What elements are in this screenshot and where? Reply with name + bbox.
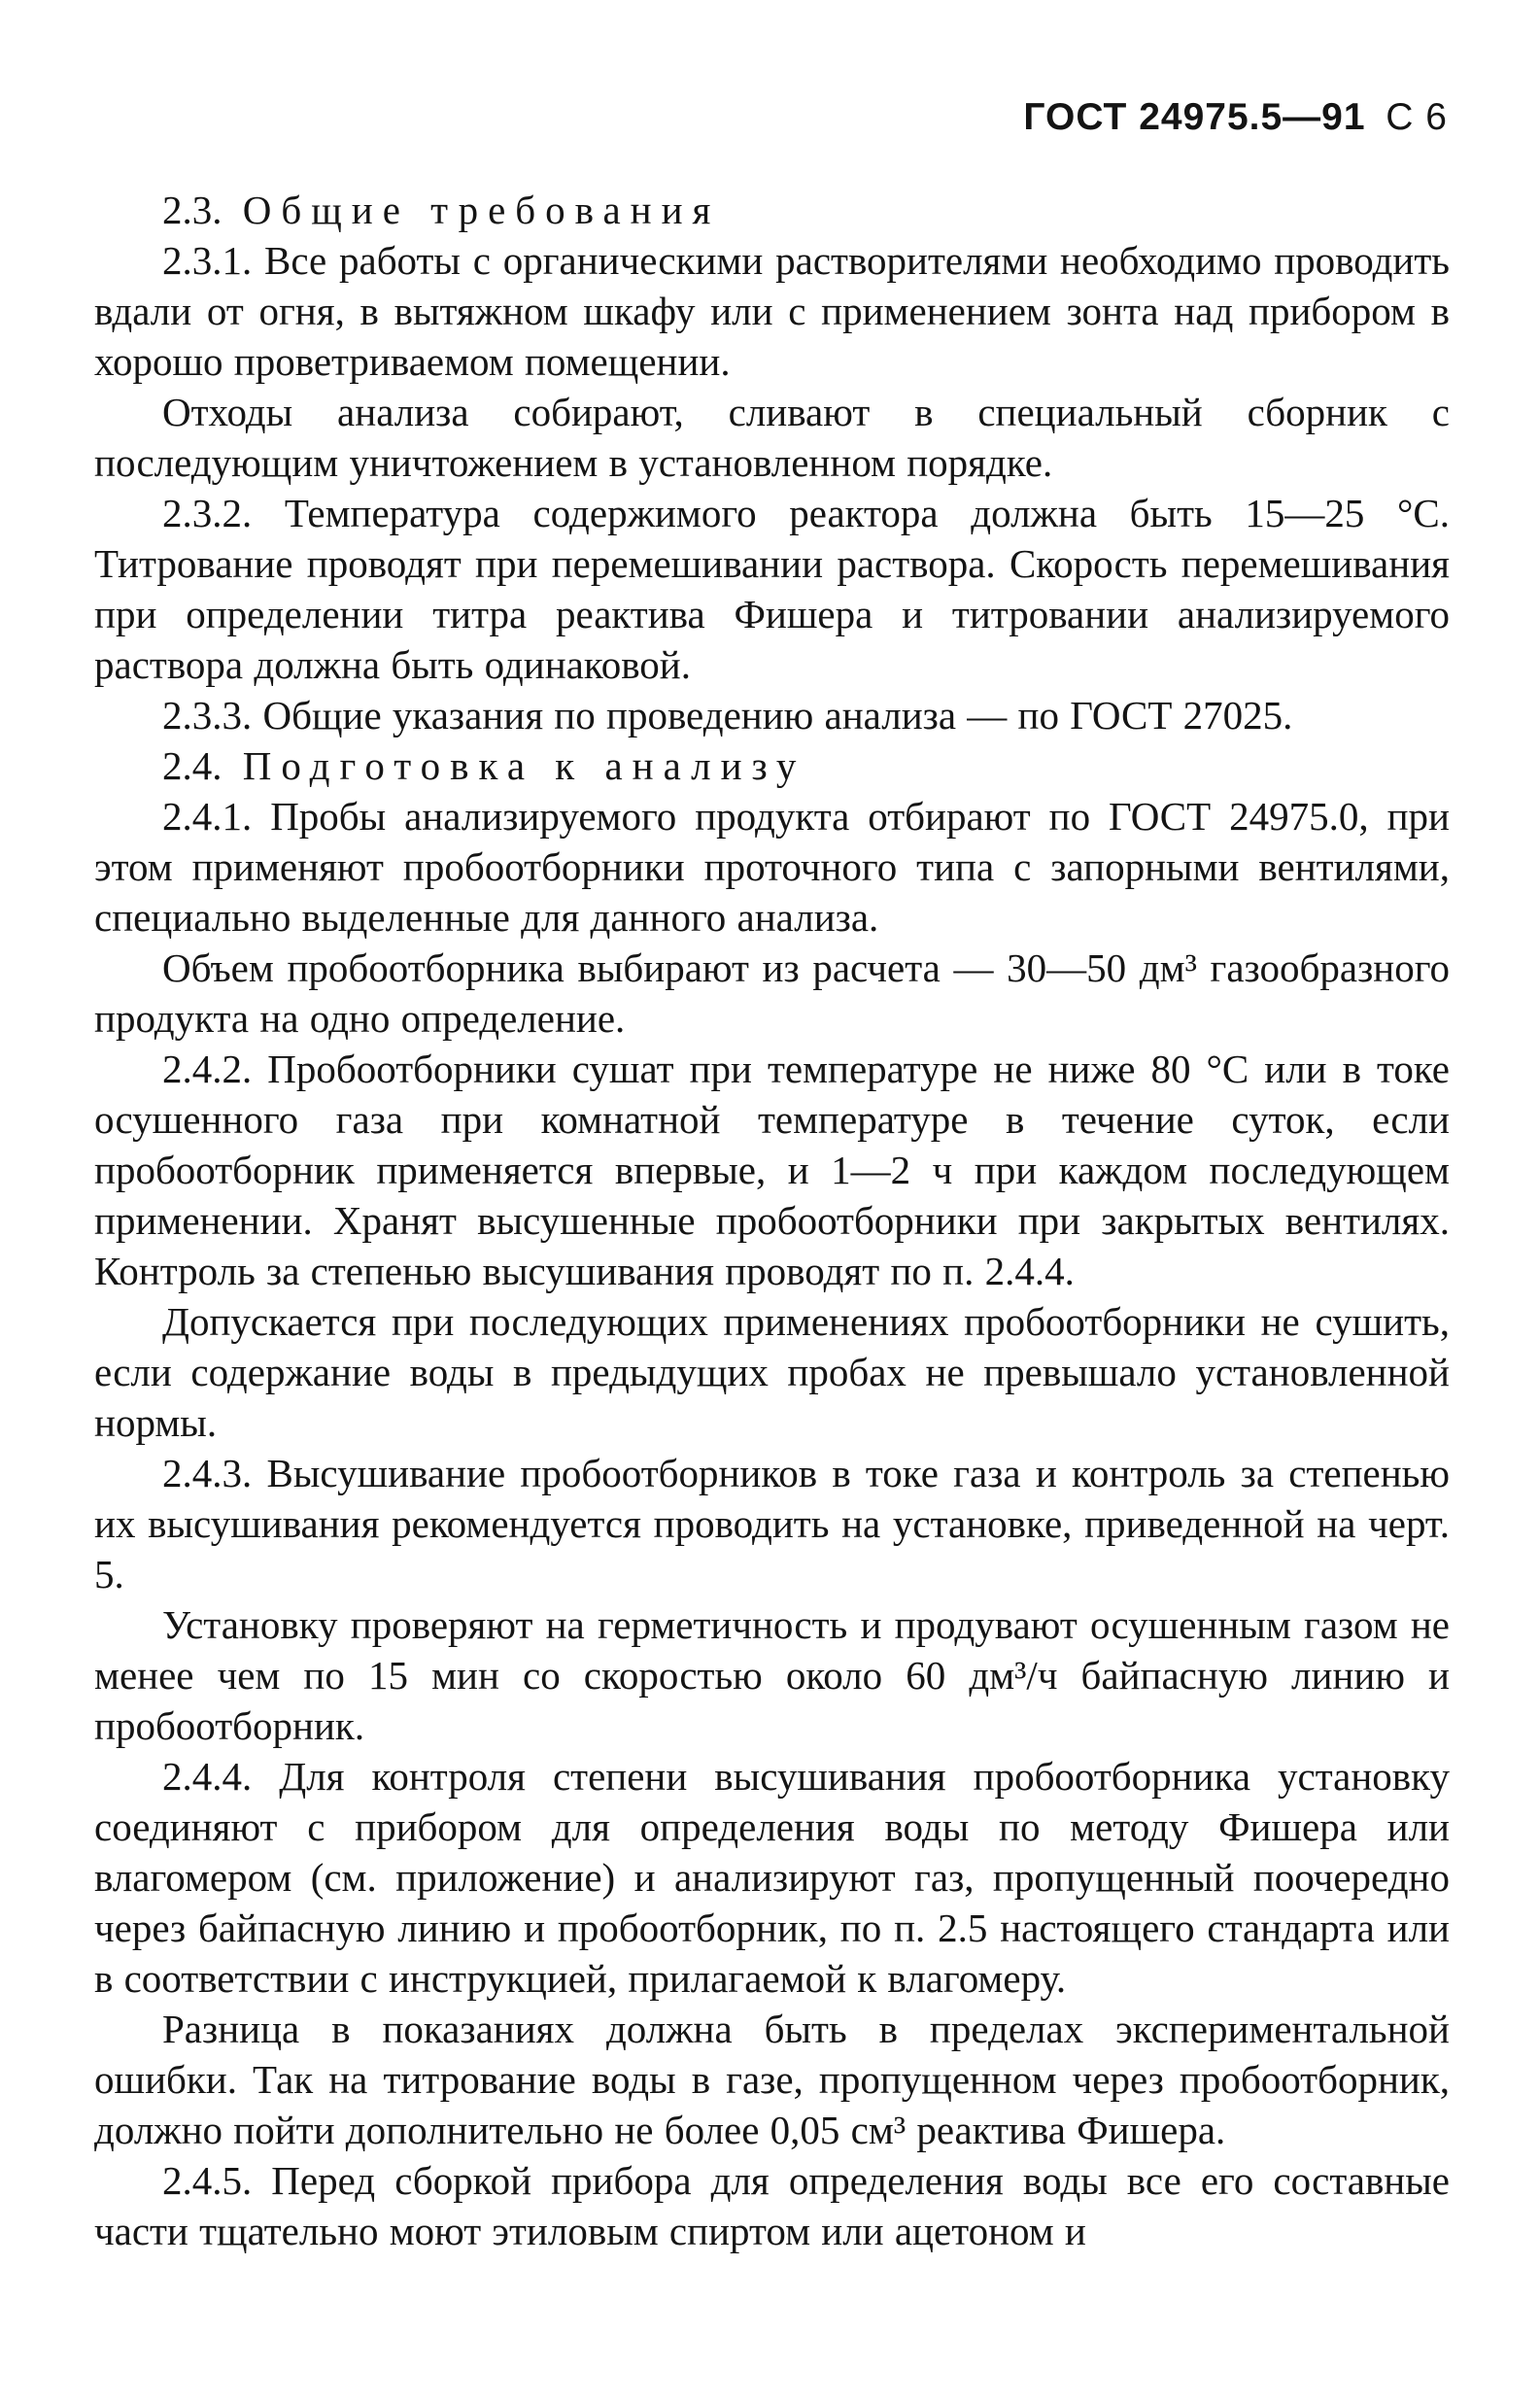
paragraph-2-4-2-allowance: Допускается при последующих применениях пробоотборники не сушить, если содержание воды в предыдущих пробах не превышало установленной нормы. xyxy=(94,1299,1450,1445)
document-body xyxy=(94,185,1450,2256)
paragraph-2-3-2: 2.3.2. Температура содержимого реактора должна быть 15—25 °С. Титрование проводят при перемешивании раствора. Скорость перемешивания при определении титра реактива Фишера и титровании анализируемого раствора должна быть одинаковой. xyxy=(94,491,1450,687)
paragraph-2-3-3: 2.3.3. Общие указания по проведению анализа — по ГОСТ 27025. xyxy=(162,693,1293,738)
page-header xyxy=(1023,95,1448,139)
paragraph-2-4-5: 2.4.5. Перед сборкой прибора для определения воды все его составные части тщательно моют этиловым спиртом или ацетоном и xyxy=(94,2158,1450,2253)
paragraph-2-4-4: 2.4.4. Для контроля степени высушивания пробоотборника установку соединяют с прибором для определения воды по методу Фишера или влагомером (см. приложение) и анализируют газ, пропущенный поочередно через байпасную линию и пробоотборник, по п. 2.5 настоящего стандарта или в соответствии с инструкцией, прилагаемой к влагомеру. xyxy=(94,1754,1450,2001)
paragraph-2-4-1: 2.4.1. Пробы анализируемого продукта отбирают по ГОСТ 24975.0, при этом применяют пробоотборники проточного типа с запорными вентилями, специально выделенные для данного анализа. xyxy=(94,794,1450,940)
paragraph-2-3-1: 2.3.1. Все работы с органическими растворителями необходимо проводить вдали от огня, в вытяжном шкафу или с применением зонта над прибором в хорошо проветриваемом помещении. xyxy=(94,238,1450,384)
paragraph-2-4-4-difference: Разница в показаниях должна быть в пределах экспериментальной ошибки. Так на титрование воды в газе, пропущенном через пробоотборник, должно пойти дополнительно не более 0,05 см³ реактива Фишера. xyxy=(94,2007,1450,2152)
paragraph-2-4-3-check: Установку проверяют на герметичность и продувают осушенным газом не менее чем по 15 мин со скоростью около 60 дм³/ч байпасную линию и пробоотборник. xyxy=(94,1602,1450,1748)
section-heading-text: Подготовка к анализу xyxy=(242,743,806,788)
paragraph-2-4-2: 2.4.2. Пробоотборники сушат при температуре не ниже 80 °С или в токе осушенного газа при комнатной температуре в течение суток, если пробоотборник применяется впервые, и 1—2 ч при каждом последующем применении. Хранят высушенные пробоотборники при закрытых вентилях. Контроль за степенью высушивания проводят по п. 2.4.4. xyxy=(94,1047,1450,1293)
paragraph-2-3-1-waste: Отходы анализа собирают, сливают в специальный сборник с последующим уничтожением в установленном порядке. xyxy=(94,390,1450,485)
paragraph-2-4-3: 2.4.3. Высушивание пробоотборников в токе газа и контроль за степенью их высушивания рекомендуется проводить на установке, приведенной на черт. 5. xyxy=(94,1451,1450,1596)
section-heading-number: 2.4. xyxy=(162,743,222,788)
section-heading-2-4 xyxy=(94,740,1450,791)
section-heading-2-3 xyxy=(94,185,1450,235)
standard-number: ГОСТ 24975.5—91 xyxy=(1023,96,1366,138)
section-heading-number: 2.3. xyxy=(162,188,222,232)
page-number: С 6 xyxy=(1386,96,1448,138)
paragraph-2-4-1-volume: Объем пробоотборника выбирают из расчета — 30—50 дм³ газообразного продукта на одно определение. xyxy=(94,945,1450,1041)
section-heading-text: Общие требования xyxy=(242,188,721,232)
